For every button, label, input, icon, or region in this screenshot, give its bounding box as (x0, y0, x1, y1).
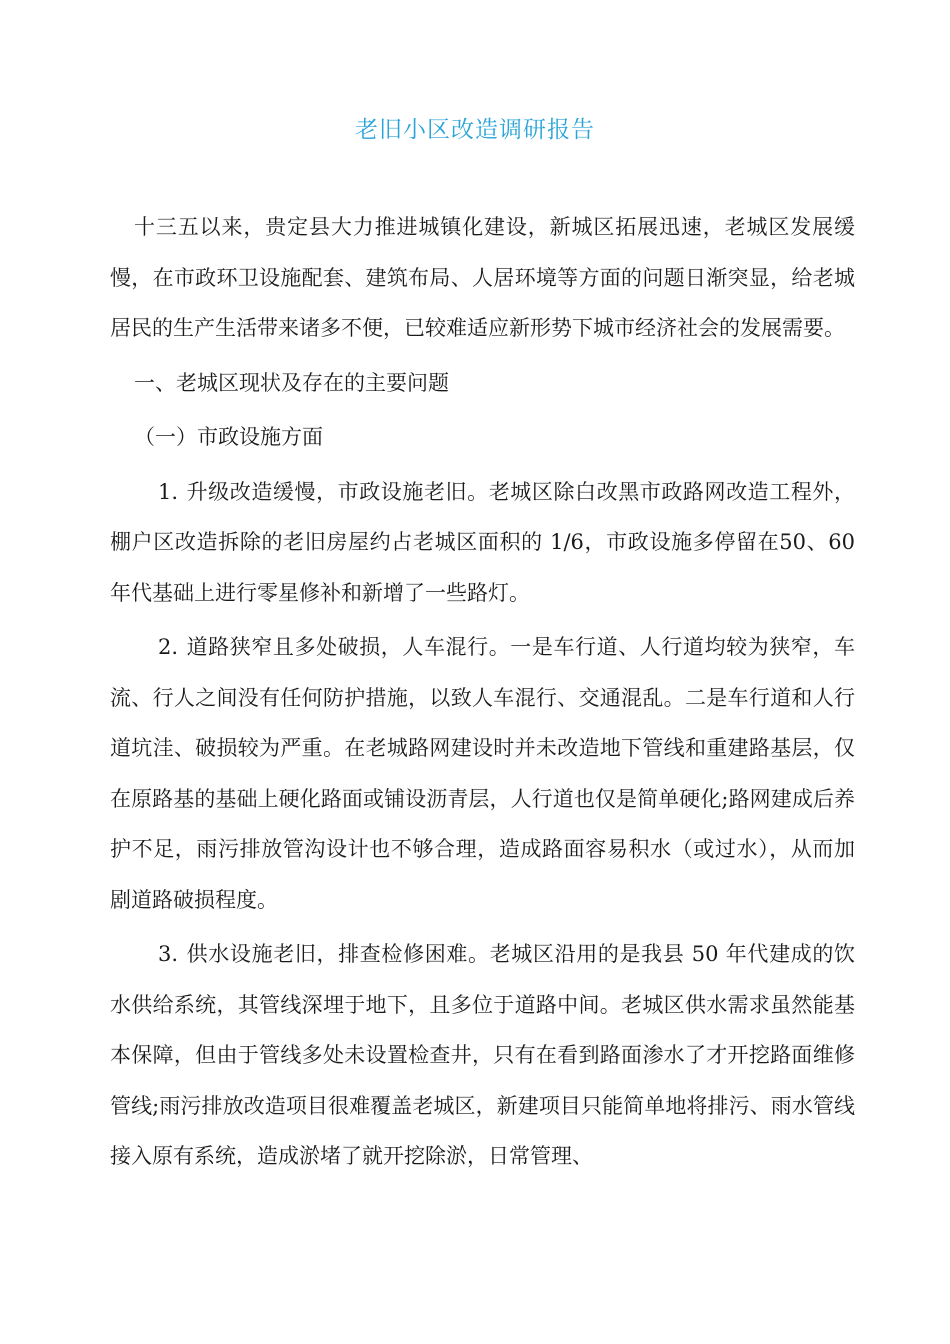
item-text: 升级改造缓慢，市政设施老旧。老城区除白改黑市政路网改造工程外，棚户区改造拆除的老旧房屋约占老城区面积的 1/6，市政设施多停留在50、60 年代基础上进行零星修补和新增了一些路灯。 (110, 479, 855, 605)
intro-paragraph: 十三五以来，贵定县大力推进城镇化建设，新城区拓展迅速，老城区发展缓慢，在市政环卫设施配套、建筑布局、人居环境等方面的问题日渐突显，给老城居民的生产生活带来诸多不便，已较难适应新形势下城市经济社会的发展需要。 (110, 215, 855, 340)
subsection-heading: （一）市政设施方面 (134, 425, 323, 449)
section-heading: 一、老城区现状及存在的主要问题 (134, 370, 449, 395)
list-item (110, 622, 855, 925)
item-number: 1. (158, 479, 179, 504)
list-item (110, 929, 855, 1182)
document-body (110, 202, 855, 1186)
item-number: 2. (158, 635, 179, 659)
item-text: 道路狭窄且多处破损，人车混行。一是车行道、人行道均较为狭窄，车流、行人之间没有任何防护措施，以致人车混行、交通混乱。二是车行道和人行道坑洼、破损较为严重。在老城路网建设时并未改造地下管线和重建路基层，仅在原路基的基础上硬化路面或铺设沥青层，人行道也仅是简单硬化;路网建成后养护不足，雨污排放管沟设计也不够合理，造成路面容易积水（或过水），从而加剧道路破损程度。 (110, 635, 855, 912)
item-text: 供水设施老旧，排查检修困难。老城区沿用的是我县 50 年代建成的饮水供给系统，其管线深埋于地下，且多位于道路中间。老城区供水需求虽然能基本保障，但由于管线多处未设置检查井，只有在看到路面渗水了才开挖路面维修管线;雨污排放改造项目很难覆盖老城区，新建项目只能简单地将排污、雨水管线接入原有系统，造成淤堵了就开挖除淤，日常管理、 (110, 942, 855, 1168)
list-item (110, 467, 855, 619)
item-number: 3. (158, 942, 179, 966)
document-title: 老旧小区改造调研报告 (355, 117, 595, 143)
